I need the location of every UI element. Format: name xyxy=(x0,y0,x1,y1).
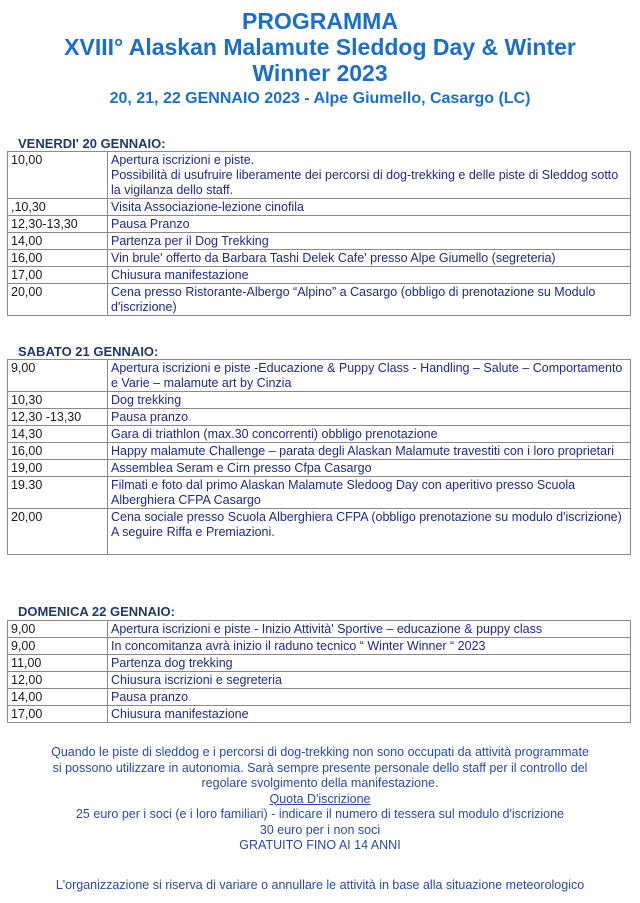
schedule-time: 19,00 xyxy=(8,460,108,477)
schedule-activity: Chiusura manifestazione xyxy=(108,706,631,723)
schedule-activity: Assemblea Seram e Cirn presso Cfpa Casargo xyxy=(108,460,631,477)
schedule-time: 17,00 xyxy=(8,706,108,723)
schedule-activity: In concomitanza avrà inizio il raduno tecnico “ Winter Winner “ 2023 xyxy=(108,638,631,655)
schedule-activity: Happy malamute Challenge – parata degli Alaskan Malamute travestiti con i loro proprietari xyxy=(108,443,631,460)
schedule-activity: Cena sociale presso Scuola Alberghiera CFPA (obbligo prenotazione su modulo d'iscrizione) A seguire Riffa e Premiazioni. xyxy=(108,509,631,555)
schedule-activity: Filmati e foto dal primo Alaskan Malamute Sledoog Day con aperitivo presso Scuola Alberghiera CFPA Casargo xyxy=(108,477,631,509)
schedule-row xyxy=(8,672,631,689)
quota-non-members: 30 euro per i non soci xyxy=(259,822,381,837)
footer-note-line: Quando le piste di sleddog e i percorsi di dog-trekking non sono occupati da attività programmate xyxy=(51,745,589,759)
schedule-activity: Chiusura iscrizioni e segreteria xyxy=(108,672,631,689)
schedule-activity: Pausa Pranzo xyxy=(108,216,631,233)
schedule-row xyxy=(8,392,631,409)
friday-schedule-table xyxy=(7,151,631,316)
schedule-activity: Pausa pranzo xyxy=(108,409,631,426)
schedule-time: ,10,30 xyxy=(8,199,108,216)
schedule-row xyxy=(8,443,631,460)
schedule-time: 17,00 xyxy=(8,267,108,284)
event-title-line-2: Winner 2023 xyxy=(252,60,388,86)
schedule-time: 16,00 xyxy=(8,250,108,267)
sunday-schedule-table xyxy=(7,620,631,723)
schedule-activity: Gara di triathlon (max.30 concorrenti) obbligo prenotazione xyxy=(108,426,631,443)
schedule-row xyxy=(8,477,631,509)
schedule-time: 14,30 xyxy=(8,426,108,443)
schedule-time: 16,00 xyxy=(8,443,108,460)
schedule-row xyxy=(8,199,631,216)
schedule-row xyxy=(8,460,631,477)
schedule-time: 12,30 -13,30 xyxy=(8,409,108,426)
schedule-time: 12,00 xyxy=(8,672,108,689)
schedule-row xyxy=(8,689,631,706)
schedule-row xyxy=(8,655,631,672)
footer-notes xyxy=(0,745,640,854)
schedule-time: 20,00 xyxy=(8,509,108,555)
footer-note-line: si possono utilizzare in autonomia. Sarà sempre presente personale dello staff per il controllo del xyxy=(52,760,588,775)
schedule-time: 9,00 xyxy=(8,638,108,655)
schedule-activity: Cena presso Ristorante-Albergo “Alpino” a Casargo (obbligo di prenotazione su Modulo d'iscrizione) xyxy=(108,284,631,316)
schedule-time: 10,30 xyxy=(8,392,108,409)
schedule-row xyxy=(8,638,631,655)
schedule-row xyxy=(8,284,631,316)
schedule-time: 11,00 xyxy=(8,655,108,672)
saturday-schedule-table xyxy=(7,359,631,555)
schedule-activity: Chiusura manifestazione xyxy=(108,267,631,284)
schedule-time: 14,00 xyxy=(8,689,108,706)
event-title-line-1: XVIII° Alaskan Malamute Sleddog Day & Winter xyxy=(64,34,576,60)
schedule-activity: Visita Associazione-lezione cinofila xyxy=(108,199,631,216)
page-title: PROGRAMMA xyxy=(242,8,398,34)
schedule-activity: Dog trekking xyxy=(108,392,631,409)
schedule-activity: Partenza per il Dog Trekking xyxy=(108,233,631,250)
sunday-title: DOMENICA 22 GENNAIO: xyxy=(18,604,175,619)
quota-title: Quota D'iscrizione xyxy=(269,791,371,806)
schedule-row xyxy=(8,509,631,555)
schedule-activity: Apertura iscrizioni e piste - Inizio Attività' Sportive – educazione & puppy class xyxy=(108,621,631,638)
schedule-row xyxy=(8,621,631,638)
schedule-activity: Pausa pranzo xyxy=(108,689,631,706)
schedule-activity: Apertura iscrizioni e piste -Educazione & Puppy Class - Handling – Salute – Comportamento e Varie – malamute art by Cinzia xyxy=(108,360,631,392)
schedule-row xyxy=(8,267,631,284)
schedule-time: 9,00 xyxy=(8,621,108,638)
sunday-schedule-body xyxy=(8,621,631,723)
schedule-time: 10,00 xyxy=(8,152,108,199)
footer-note-line: regolare svolgimento della manifestazione. xyxy=(201,776,439,790)
friday-title: VENERDI' 20 GENNAIO: xyxy=(18,136,166,151)
schedule-activity: Apertura iscrizioni e piste. Possibilità di usufruire liberamente dei percorsi di dog-trekking e delle piste di Sleddog sotto la vigilanza dello staff. xyxy=(108,152,631,199)
schedule-time: 20,00 xyxy=(8,284,108,316)
friday-schedule-body xyxy=(8,152,631,316)
schedule-time: 19.30 xyxy=(8,477,108,509)
schedule-row xyxy=(8,233,631,250)
quota-free: GRATUITO FINO AI 14 ANNI xyxy=(239,838,401,852)
schedule-row xyxy=(8,250,631,267)
schedule-row xyxy=(8,706,631,723)
schedule-activity: Partenza dog trekking xyxy=(108,655,631,672)
schedule-activity: Vin brule' offerto da Barbara Tashi Delek Cafe' presso Alpe Giumello (segreteria) xyxy=(108,250,631,267)
schedule-time: 12,30-13,30 xyxy=(8,216,108,233)
quota-members: 25 euro per i soci (e i loro familiari) - indicare il numero di tessera sul modulo d'iscrizione xyxy=(75,807,564,821)
schedule-row xyxy=(8,426,631,443)
schedule-time: 14,00 xyxy=(8,233,108,250)
schedule-time: 9,00 xyxy=(8,360,108,392)
schedule-row xyxy=(8,360,631,392)
weather-disclaimer: L'organizzazione si riserva di variare o annullare le attività in base alla situazione meteorologico xyxy=(55,878,585,892)
saturday-title: SABATO 21 GENNAIO: xyxy=(18,344,159,359)
event-dates-location: 20, 21, 22 GENNAIO 2023 - Alpe Giumello, Casargo (LC) xyxy=(109,90,531,107)
schedule-row xyxy=(8,152,631,199)
page-header xyxy=(0,8,640,110)
schedule-row xyxy=(8,216,631,233)
schedule-row xyxy=(8,409,631,426)
saturday-schedule-body xyxy=(8,360,631,555)
